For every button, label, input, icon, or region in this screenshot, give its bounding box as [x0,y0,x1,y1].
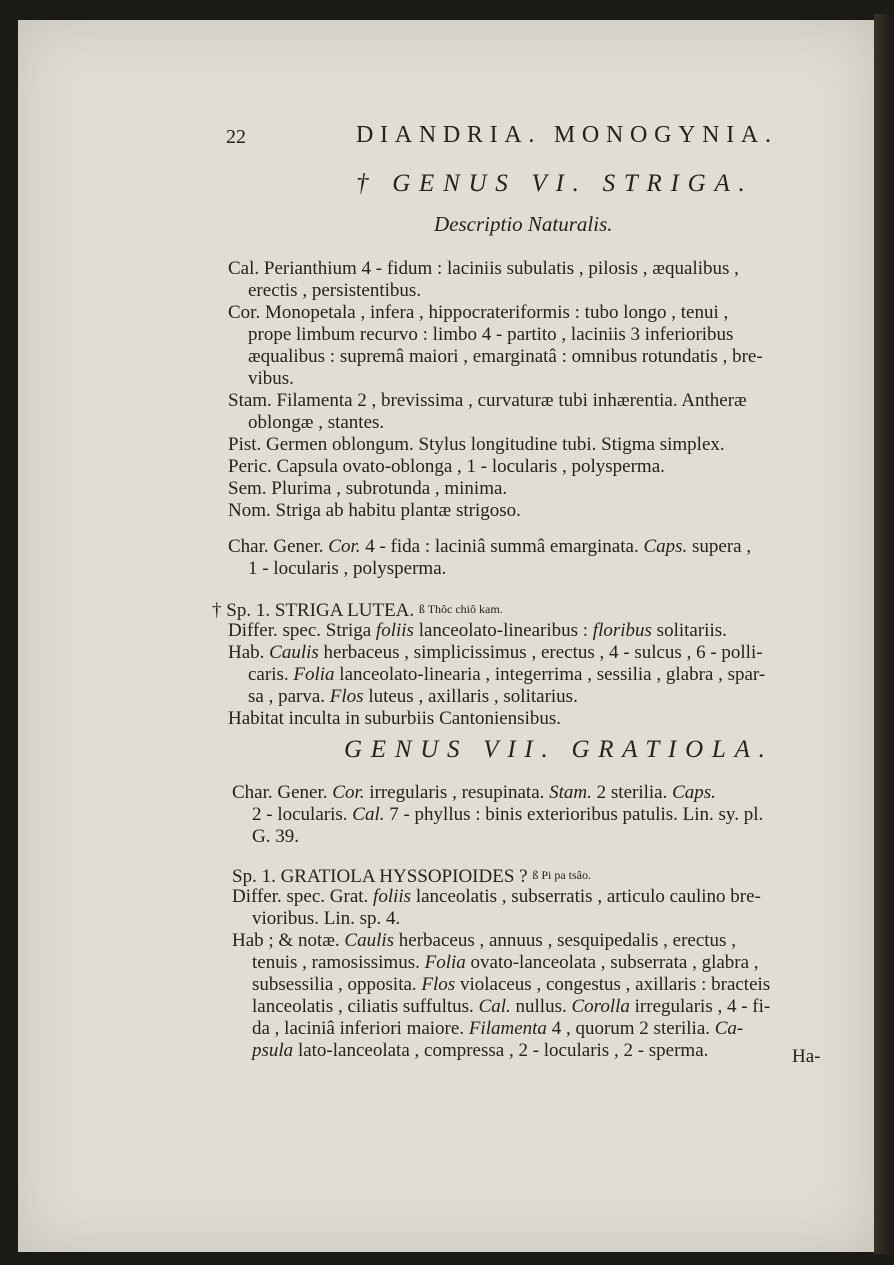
text-line: vibus. [248,368,294,389]
char-gener-line: Char. Gener. Cor. 4 - fida : laciniâ summâ emarginata. Caps. supera , [228,536,752,557]
genus-7-title: GENUS VII. GRATIOLA. [344,736,774,763]
text-line: psula lato-lanceolata , compressa , 2 - locularis , 2 - sperma. [252,1040,709,1061]
text-line: erectis , persistentibus. [248,280,422,301]
text-line: Cor. Monopetala , infera , hippocrateriformis : tubo longo , tenui , [228,302,729,323]
catchword: Ha- [792,1046,821,1067]
text-line: prope limbum recurvo : limbo 4 - partito , laciniis 3 inferioribus [248,324,734,345]
text-line: Hab. Caulis herbaceus , simplicissimus , erectus , 4 - sulcus , 6 - polli- [228,642,763,663]
text-line: Habitat inculta in suburbiis Cantoniensibus. [228,708,561,729]
text-line: Pist. Germen oblongum. Stylus longitudine tubi. Stigma simplex. [228,434,725,455]
genus-6-subtitle: Descriptio Naturalis. [434,212,613,236]
native-name: ß Pi pa tsâo. [532,868,591,882]
text-line: tenuis , ramosissimus. Folia ovato-lanceolata , subserrata , glabra , [252,952,759,973]
species-heading: † Sp. 1. STRIGA LUTEA. ß Thôc chiô kam. [212,600,503,621]
text-line: Differ. spec. Grat. foliis lanceolatis , subserratis , articulo caulino bre- [232,886,761,907]
text-line: Differ. spec. Striga foliis lanceolato-linearibus : floribus solitariis. [228,620,727,641]
running-title: DIANDRIA. MONOGYNIA. [356,122,778,148]
text-line: Nom. Striga ab habitu plantæ strigoso. [228,500,521,521]
page-number: 22 [226,126,246,148]
text-line: subsessilia , opposita. Flos violaceus , congestus , axillaris : bracteis [252,974,771,995]
text-line: oblongæ , stantes. [248,412,385,433]
genus-6-title: † GENUS VI. STRIGA. [356,170,754,197]
text-line: caris. Folia lanceolato-linearia , integerrima , sessilia , glabra , spar- [248,664,766,685]
book-edge [874,14,894,1254]
book-page [18,20,874,1252]
species-heading: Sp. 1. GRATIOLA HYSSOPIOIDES ? ß Pi pa tsâo. [232,866,591,887]
text-line: Sem. Plurima , subrotunda , minima. [228,478,508,499]
text-line: 2 - locularis. Cal. 7 - phyllus : binis exterioribus patulis. Lin. sy. pl. [252,804,764,825]
text-line: da , laciniâ inferiori maiore. Filamenta 4 , quorum 2 sterilia. Ca- [252,1018,744,1039]
text-line: Hab ; & notæ. Caulis herbaceus , annuus , sesquipedalis , erectus , [232,930,736,951]
text-line: lanceolatis , ciliatis suffultus. Cal. nullus. Corolla irregularis , 4 - fi- [252,996,771,1017]
text-line: vioribus. Lin. sp. 4. [252,908,401,929]
text-line: Peric. Capsula ovato-oblonga , 1 - locularis , polysperma. [228,456,665,477]
text-line: G. 39. [252,826,299,847]
char-gener-line: Char. Gener. Cor. irregularis , resupinata. Stam. 2 sterilia. Caps. [232,782,716,803]
text-line: sa , parva. Flos luteus , axillaris , solitarius. [248,686,578,707]
text-line: Stam. Filamenta 2 , brevissima , curvaturæ tubi inhærentia. Antheræ [228,390,747,411]
text-line: æqualibus : supremâ maiori , emarginatâ : omnibus rotundatis , bre- [248,346,763,367]
text-line: 1 - locularis , polysperma. [248,558,447,579]
native-name: ß Thôc chiô kam. [418,602,503,616]
text-line: Cal. Perianthium 4 - fidum : laciniis subulatis , pilosis , æqualibus , [228,258,739,279]
